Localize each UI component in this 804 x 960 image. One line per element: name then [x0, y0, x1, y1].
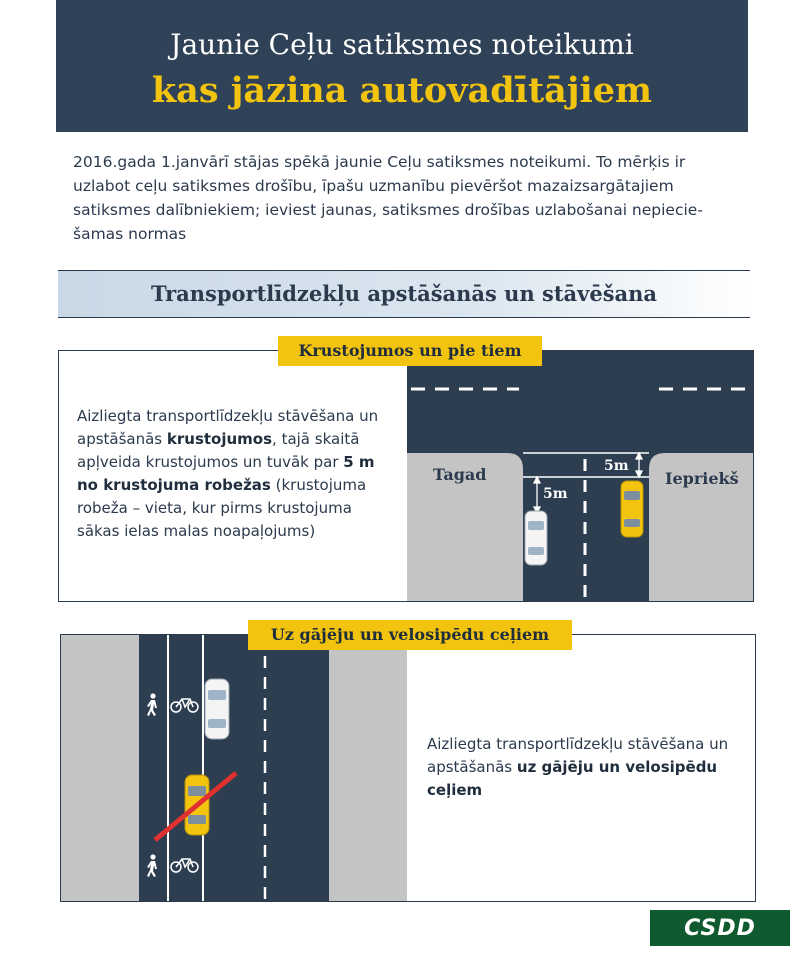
label-before: Iepriekš — [665, 469, 739, 488]
panel1-text-bold1: krustojumos — [166, 430, 273, 448]
header-banner — [56, 0, 748, 132]
intro-paragraph: 2016.gada 1.janvārī stājas spēkā jaunie Ceļu satiksmes noteikumi. To mērķis ir uzlabot ceļu satiksmes drošību, īpašu uzmanību pievēršot mazaizsargātajiem satiksmes dalībniekiem; ieviest jaunas, satiksmes drošības uzlabošanai nepiecie-šamas normas — [73, 153, 703, 243]
panel1-text-bold2: 5 m no krustojuma robežas — [77, 453, 375, 494]
sidewalk-illustration — [61, 635, 407, 901]
panel2-ribbon-label: Uz gājēju un velosipēdu ceļiem — [270, 625, 550, 644]
panel-pedestrian-paths — [60, 634, 756, 902]
white-car-icon — [205, 679, 229, 739]
panel1-ribbon — [278, 336, 542, 366]
yellow-car-icon — [621, 481, 643, 537]
dist-now-label: 5m — [543, 486, 568, 502]
white-car-icon — [525, 511, 547, 565]
title-line2: kas jāzina autovadītājiem — [151, 70, 653, 111]
panel-intersections — [58, 350, 754, 602]
panel1-ribbon-label: Krustojumos un pie tiem — [298, 341, 522, 360]
label-now: Tagad — [433, 465, 487, 484]
title-line1: Jaunie Ceļu satiksmes noteikumi — [170, 28, 634, 61]
panel1-text-part2: , tajā skaitā apļveida krustojumos un tuvāk par — [77, 430, 360, 471]
sidewalk-left — [61, 635, 139, 901]
panel2-text-part1: Aizliegta transportlīdzekļu stāvēšana un apstāšanās — [427, 735, 729, 776]
panel1-text-part3: (krustojuma robeža – vieta, kur pirms krustojuma sākas ielas malas noapaļojums) — [77, 476, 367, 540]
section-bar — [58, 270, 750, 318]
panel2-text — [427, 733, 747, 802]
panel1-text-part1: Aizliegta transportlīdzekļu stāvēšana un apstāšanās — [77, 407, 379, 448]
csdd-logo — [650, 910, 790, 946]
panel2-ribbon — [248, 620, 572, 650]
panel2-text-bold1: uz gājēju un velosipēdu ceļiem — [427, 758, 718, 799]
panel1-text — [77, 405, 397, 543]
dist-before-label: 5m — [604, 458, 629, 474]
section-title: Transportlīdzekļu apstāšanās un stāvēšana — [150, 281, 658, 306]
logo-text: CSDD — [684, 916, 756, 941]
sidewalk-right — [329, 635, 407, 901]
